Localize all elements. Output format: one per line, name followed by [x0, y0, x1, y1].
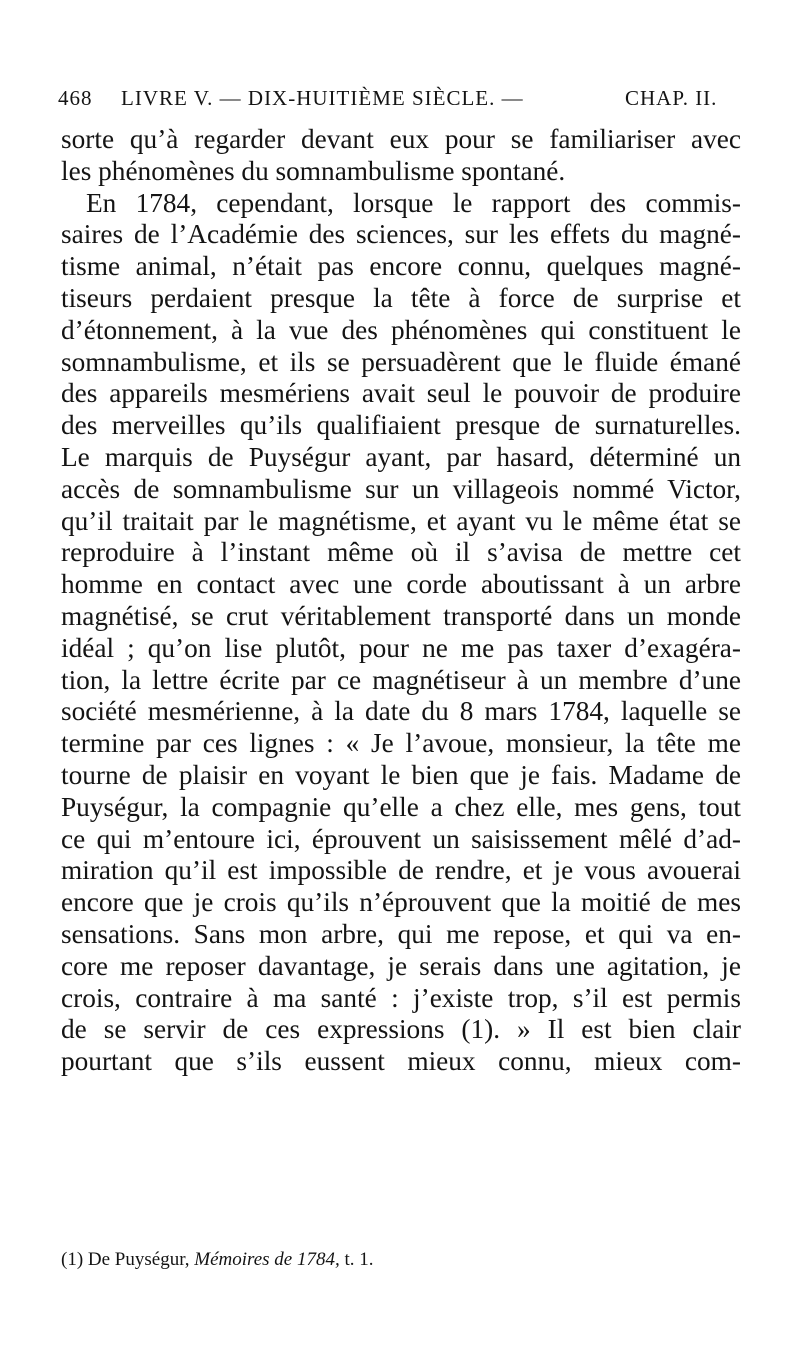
- text-line: saires de l’Académie des sciences, sur les effets du magné-: [61, 219, 741, 250]
- text-line: société mesmérienne, à la date du 8 mars 1784, laquelle se: [61, 696, 741, 727]
- text-line: encore que je crois qu’ils n’éprouvent que la moitié de mes: [61, 887, 741, 918]
- chapter-label: CHAP. II.: [625, 86, 718, 110]
- text-line: homme en contact avec une corde aboutissant à un arbre: [61, 569, 741, 600]
- text-line: reproduire à l’instant même où il s’avisa de mettre cet: [61, 537, 741, 568]
- text-line: ce qui m’entoure ici, éprouvent un saisissement mêlé d’ad-: [61, 823, 741, 854]
- running-header: [58, 86, 758, 116]
- text-line: des merveilles qu’ils qualifiaient presque de surnaturelles.: [61, 410, 741, 441]
- footnote-marker: (1): [61, 1249, 84, 1270]
- footnote-reference: t. 1.: [344, 1249, 374, 1270]
- text-line: tourne de plaisir en voyant le bien que je fais. Madame de: [61, 759, 741, 790]
- text-line: core me reposer davantage, je serais dans une agitation, je: [61, 950, 741, 981]
- text-line: somnambulisme, et ils se persuadèrent que le fluide émané: [61, 346, 741, 377]
- text-line: tisme animal, n’était pas encore connu, quelques magné-: [61, 251, 741, 282]
- text-line: crois, contraire à ma santé : j’existe trop, s’il est permis: [61, 982, 741, 1013]
- text-line: Puységur, la compagnie qu’elle a chez elle, mes gens, tout: [61, 791, 741, 822]
- body-text: [61, 124, 741, 1078]
- text-line: des appareils mesmériens avait seul le pouvoir de produire: [61, 378, 741, 409]
- text-line: Le marquis de Puységur ayant, par hasard, déterminé un: [61, 441, 741, 472]
- text-line: les phénomènes du somnambulisme spontané.: [61, 155, 566, 186]
- text-line: En 1784, cependant, lorsque le rapport des commis-: [86, 187, 741, 218]
- text-line: sensations. Sans mon arbre, qui me repose, et qui va en-: [61, 918, 741, 949]
- text-line: magnétisé, se crut véritablement transporté dans un monde: [61, 600, 741, 631]
- text-line: tion, la lettre écrite par ce magnétiseur à un membre d’une: [61, 664, 741, 695]
- text-line: sorte qu’à regarder devant eux pour se familiariser avec: [61, 124, 741, 154]
- text-line: accès de somnambulisme sur un villageois nommé Victor,: [61, 473, 741, 504]
- text-line: termine par ces lignes : « Je l’avoue, monsieur, la tête me: [61, 728, 741, 759]
- text-line: pourtant que s’ils eussent mieux connu, mieux com-: [61, 1046, 741, 1077]
- text-line: d’étonnement, à la vue des phénomènes qui constituent le: [61, 314, 741, 345]
- running-title: LIVRE V. — DIX-HUITIÈME SIÈCLE. —: [121, 86, 524, 110]
- footnote: [61, 1249, 661, 1271]
- footnote-title: Mémoires de 1784,: [194, 1249, 340, 1270]
- text-line: idéal ; qu’on lise plutôt, pour ne me pas taxer d’exagéra-: [61, 632, 741, 663]
- text-line: miration qu’il est impossible de rendre, et je vous avouerai: [61, 855, 741, 886]
- page-number: 468: [58, 86, 93, 110]
- text-line: qu’il traitait par le magnétisme, et ayant vu le même état se: [61, 505, 741, 536]
- footnote-author: De Puységur,: [87, 1249, 190, 1270]
- text-line: tiseurs perdaient presque la tête à force de surprise et: [61, 282, 741, 313]
- text-line: de se servir de ces expressions (1). » Il est bien clair: [61, 1014, 741, 1045]
